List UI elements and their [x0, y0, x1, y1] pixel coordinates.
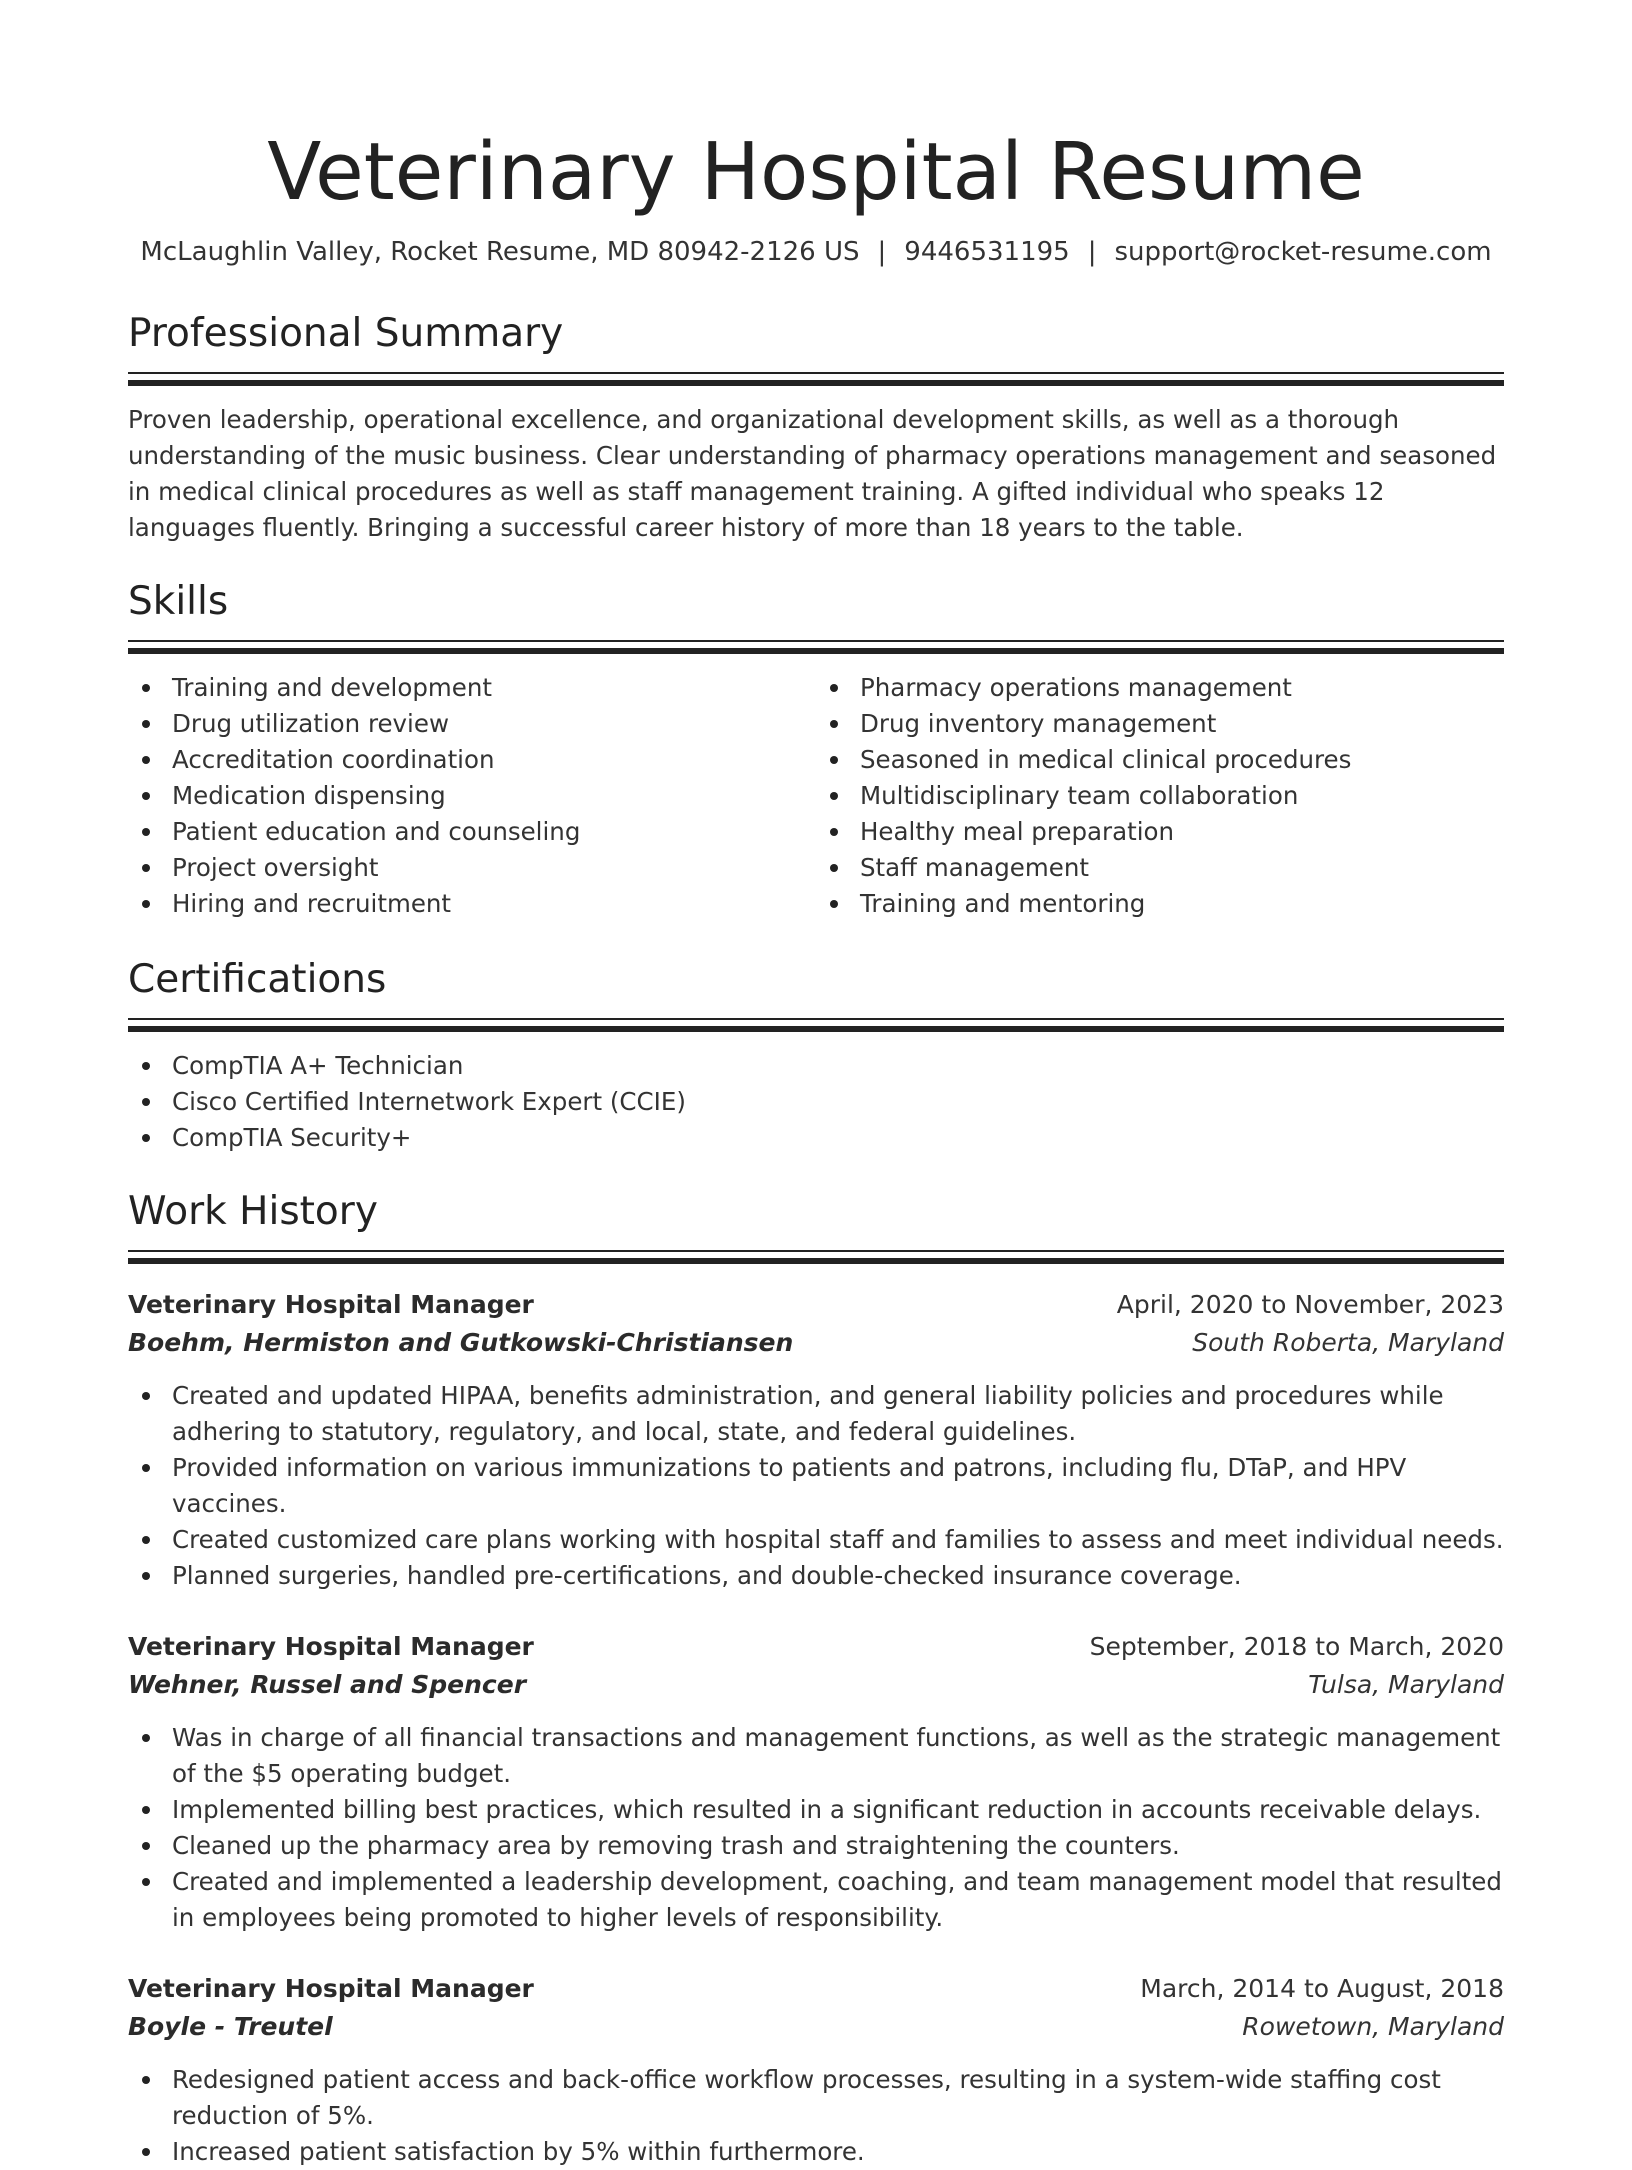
skill-item: Training and mentoring: [816, 886, 1504, 922]
job-bullet: Redesigned patient access and back-office workflow processes, resulting in a system-wide staffing cost reduction of 5%.: [128, 2062, 1504, 2134]
certifications-list: [128, 1048, 1504, 1156]
skill-item: Seasoned in medical clinical procedures: [816, 742, 1504, 778]
contact-line: [128, 236, 1504, 268]
summary-text: Proven leadership, operational excellence, and organizational development skills, as well as a thorough understanding of the music business. Clear understanding of pharmacy operations management and seasoned in medical clinical procedures as well as staff management training. A gifted individual who speaks 12 languages fluently. Bringing a successful career history of more than 18 years to the table.: [128, 405, 1497, 542]
resume-name: Veterinary Hospital Resume: [267, 126, 1365, 218]
job-bullets: [128, 1378, 1504, 1594]
job-header-row: [128, 1970, 1504, 2008]
job-dates: March, 2014 to August, 2018: [1140, 1974, 1504, 2003]
certification-item: CompTIA A+ Technician: [128, 1048, 1504, 1084]
job-company: Boyle - Treutel: [128, 2012, 333, 2041]
job-header-row: [128, 1286, 1504, 1324]
job-company: Boehm, Hermiston and Gutkowski-Christiansen: [128, 1328, 794, 1357]
contact-phone: 9446531195: [904, 237, 1070, 267]
job-bullet: Increased patient satisfaction by 5% within furthermore.: [128, 2134, 1504, 2170]
section-divider: [128, 1018, 1504, 1032]
section-divider: [128, 640, 1504, 654]
skills-heading: Skills: [128, 579, 229, 624]
job-dates: September, 2018 to March, 2020: [1089, 1632, 1504, 1661]
skill-item: Accreditation coordination: [128, 742, 816, 778]
work-history-heading: Work History: [128, 1189, 378, 1234]
contact-address: McLaughlin Valley, Rocket Resume, MD 80942-2126 US: [140, 237, 860, 267]
skill-item: Training and development: [128, 670, 816, 706]
section-divider: [128, 372, 1504, 386]
job-dates: April, 2020 to November, 2023: [1116, 1290, 1504, 1319]
skill-item: Project oversight: [128, 850, 816, 886]
contact-separator: |: [1087, 237, 1097, 267]
skill-item: Healthy meal preparation: [816, 814, 1504, 850]
skill-item: Hiring and recruitment: [128, 886, 816, 922]
skill-item: Drug utilization review: [128, 706, 816, 742]
job-bullet: Planned surgeries, handled pre-certifications, and double-checked insurance coverage.: [128, 1558, 1504, 1594]
skills-right-column: [816, 670, 1504, 922]
skill-item: Pharmacy operations management: [816, 670, 1504, 706]
job-header-row: [128, 1628, 1504, 1666]
certification-item: CompTIA Security+: [128, 1120, 1504, 1156]
job-title: Veterinary Hospital Manager: [128, 1632, 534, 1661]
skill-item: Drug inventory management: [816, 706, 1504, 742]
skill-item: Multidisciplinary team collaboration: [816, 778, 1504, 814]
job-entry: [128, 1628, 1504, 1936]
job-bullet: Created and implemented a leadership development, coaching, and team management model that resulted in employees being promoted to higher levels of responsibility.: [128, 1864, 1504, 1936]
job-bullet: Was in charge of all financial transactions and management functions, as well as the strategic management of the $5 operating budget.: [128, 1720, 1504, 1792]
job-company-row: [128, 1666, 1504, 1704]
job-company-row: [128, 1324, 1504, 1362]
job-bullet: Cleaned up the pharmacy area by removing trash and straightening the counters.: [128, 1828, 1504, 1864]
job-bullet: Implemented billing best practices, which resulted in a significant reduction in accounts receivable delays.: [128, 1792, 1504, 1828]
job-bullet: Created customized care plans working with hospital staff and families to assess and meet individual needs.: [128, 1522, 1504, 1558]
job-bullet: Provided information on various immunizations to patients and patrons, including flu, DTaP, and HPV vaccines.: [128, 1450, 1504, 1522]
certifications-heading: Certifications: [128, 957, 387, 1002]
job-title: Veterinary Hospital Manager: [128, 1974, 534, 2003]
contact-email: support@rocket-resume.com: [1114, 237, 1492, 267]
contact-separator: |: [877, 237, 887, 267]
summary-heading: Professional Summary: [128, 311, 564, 356]
job-bullet: Created and updated HIPAA, benefits administration, and general liability policies and procedures while adhering to statutory, regulatory, and local, state, and federal guidelines.: [128, 1378, 1504, 1450]
section-divider: [128, 1250, 1504, 1264]
job-company-row: [128, 2008, 1504, 2046]
job-company: Wehner, Russel and Spencer: [128, 1670, 527, 1699]
job-entry: [128, 1286, 1504, 1594]
skill-item: Medication dispensing: [128, 778, 816, 814]
job-entry: [128, 1970, 1504, 2170]
skill-item: Patient education and counseling: [128, 814, 816, 850]
job-bullets: [128, 1720, 1504, 1936]
job-location: Tulsa, Maryland: [1308, 1670, 1504, 1699]
job-title: Veterinary Hospital Manager: [128, 1290, 534, 1319]
skills-left-column: [128, 670, 816, 922]
certification-item: Cisco Certified Internetwork Expert (CCIE): [128, 1084, 1504, 1120]
job-location: Rowetown, Maryland: [1242, 2012, 1504, 2041]
skills-grid: [128, 670, 1504, 922]
skill-item: Staff management: [816, 850, 1504, 886]
job-bullets: [128, 2062, 1504, 2170]
job-location: South Roberta, Maryland: [1192, 1328, 1504, 1357]
